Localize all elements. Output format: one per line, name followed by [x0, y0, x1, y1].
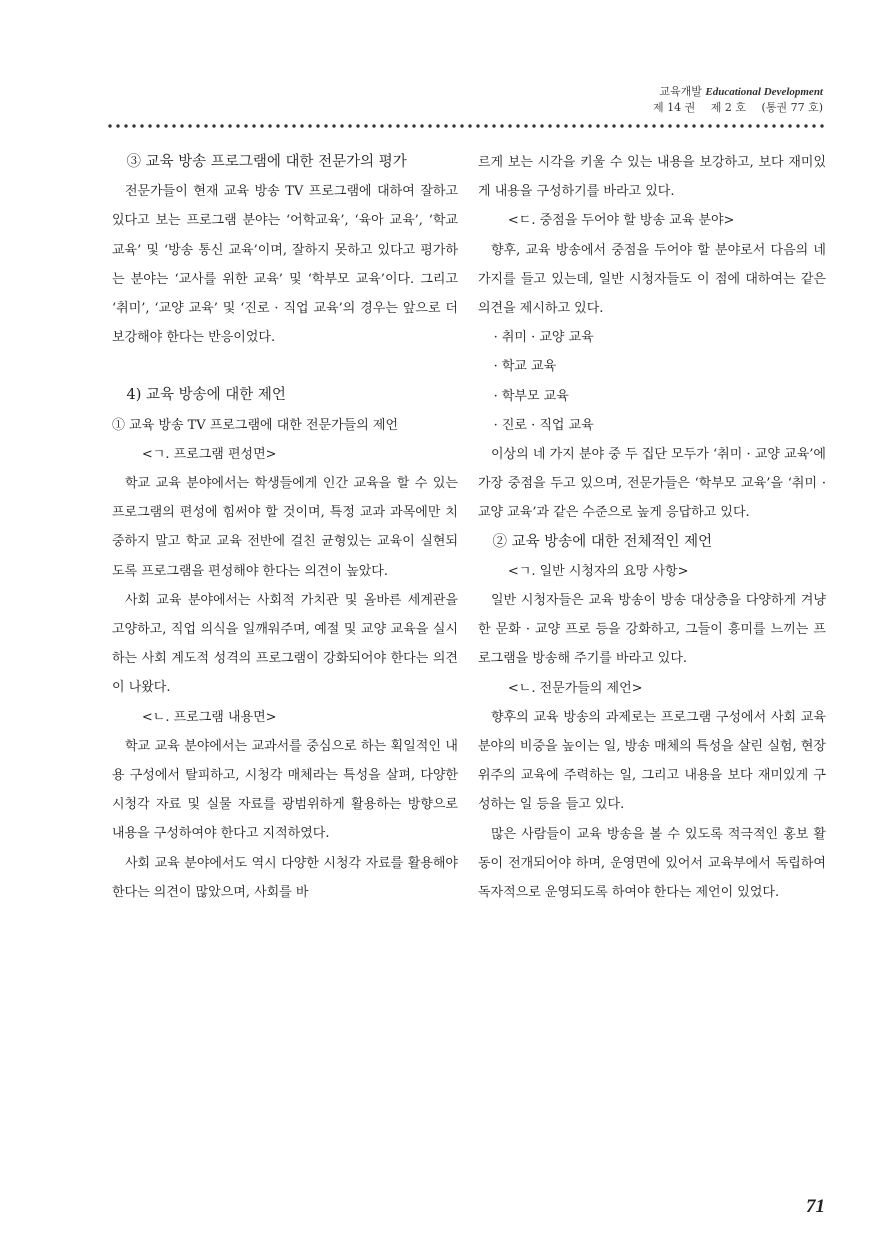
volume: 제 14 권: [653, 101, 696, 114]
journal-title: [641, 84, 823, 100]
paragraph: 많은 사람들이 교육 방송을 볼 수 있도록 적극적인 홍보 활동이 전개되어야 하며, 운영면에 있어서 교육부에서 독립하여 독자적으로 운영되도록 하여야 한다는 제언이 있었다.: [478, 826, 826, 901]
subheading: <ㄴ. 전문가들의 제언>: [507, 680, 643, 696]
journal-title-en: Educational Development: [705, 86, 823, 98]
paragraph: 르게 보는 시각을 키울 수 있는 내용을 보강하고, 보다 재미있게 내용을 구성하기를 바라고 있다.: [478, 155, 826, 200]
list-item: · 학부모 교육: [493, 388, 569, 404]
subheading: <ㄷ. 중점을 두어야 할 방송 교육 분야>: [507, 213, 735, 229]
journal-title-ko: 교육개발: [659, 85, 702, 98]
page-number: 71: [806, 1196, 825, 1217]
paragraph: 향후, 교육 방송에서 중점을 두어야 할 분야로서 다음의 네 가지를 들고 있는데, 일반 시청자들도 이 점에 대하여는 같은 의견을 제시하고 있다.: [478, 242, 826, 317]
section-heading: ② 교육 방송에 대한 전체적인 제언: [492, 533, 713, 550]
right-column: [478, 148, 826, 907]
paragraph: 사회 교육 분야에서도 역시 다양한 시청각 자료를 활용해야 한다는 의견이 많았으며, 사회를 바: [112, 855, 458, 900]
list-item: · 취미 · 교양 교육: [493, 330, 594, 346]
paragraph: 일반 시청자들은 교육 방송이 방송 대상층을 다양하게 겨냥한 문화 · 교양 프로 등을 강화하고, 그들이 흥미를 느끼는 프로그램을 방송해 주기를 바라고 있다.: [478, 593, 826, 667]
paragraph: 사회 교육 분야에서는 사회적 가치관 및 올바른 세계관을 고양하고, 직업 의식을 일깨워주며, 예절 및 교양 교육을 실시하는 사회 계도적 성격의 프로그램이 강화되어야 한다는 의견이 나왔다.: [112, 592, 458, 696]
section-heading: 4) 교육 방송에 대한 제언: [126, 387, 286, 404]
paragraph: 학교 교육 분야에서는 학생들에게 인간 교육을 할 수 있는 프로그램의 편성에 힘써야 할 것이며, 특정 교과 과목에만 치중하지 말고 학교 교육 전반에 걸친 균형있는 교육이 실현되도록 프로그램을 편성해야 한다는 의견이 높았다.: [112, 476, 458, 579]
issue-info: [641, 100, 823, 116]
paragraph: 학교 교육 분야에서는 교과서를 중심으로 하는 획일적인 내용 구성에서 탈피하고, 시청각 매체라는 특성을 살펴, 다양한 시청각 자료 및 실물 자료를 광범위하게 활용하는 방향으로 내용을 구성하여야 한다고 지적하였다.: [112, 738, 458, 842]
paragraph: 전문가들이 현재 교육 방송 TV 프로그램에 대하여 잘하고 있다고 보는 프로그램 분야는 ‘어학교육’, ‘육아 교육’, ‘학교 교육’ 및 ‘방송 통신 교육’이며, 잘하지 못하고 있다고 평가하는 분야는 ‘교사를 위한 교육’ 및 ‘학부모 교육’이다. 그리고 ‘취미’, ‘교양 교육’ 및 ‘진로 · 직업 교육’의 경우는 앞으로 더 보강해야 한다는 반응이었다.: [112, 184, 458, 346]
subheading: <ㄱ. 프로그램 편성면>: [141, 446, 277, 462]
total-issue: (통권 77 호): [761, 101, 823, 114]
list-item: · 진로 · 직업 교육: [493, 417, 594, 433]
list-item: · 학교 교육: [493, 359, 557, 375]
subheading: <ㄴ. 프로그램 내용면>: [141, 709, 277, 725]
paragraph: 이상의 네 가지 분야 중 두 집단 모두가 ‘취미 · 교양 교육’에 가장 중점을 두고 있으며, 전문가들은 ‘학부모 교육’을 ‘취미 · 교양 교육’과 같은 수준으로 높게 응답하고 있다.: [478, 447, 826, 521]
paragraph: 향후의 교육 방송의 과제로는 프로그램 구성에서 사회 교육 분야의 비중을 높이는 일, 방송 매체의 특성을 살린 실험, 현장 위주의 교육에 주력하는 일, 그리고 내용을 보다 재미있게 구성하는 일 등을 들고 있다.: [478, 709, 826, 813]
number: 제 2 호: [710, 101, 747, 114]
running-header: [641, 84, 823, 116]
subsection-heading: ① 교육 방송 TV 프로그램에 대한 전문가들의 제언: [112, 417, 399, 433]
dotted-divider: [106, 121, 824, 131]
section-heading: ③ 교육 방송 프로그램에 대한 전문가의 평가: [126, 154, 407, 170]
subheading: <ㄱ. 일반 시청자의 요망 사항>: [507, 563, 689, 579]
left-column: [112, 148, 458, 907]
